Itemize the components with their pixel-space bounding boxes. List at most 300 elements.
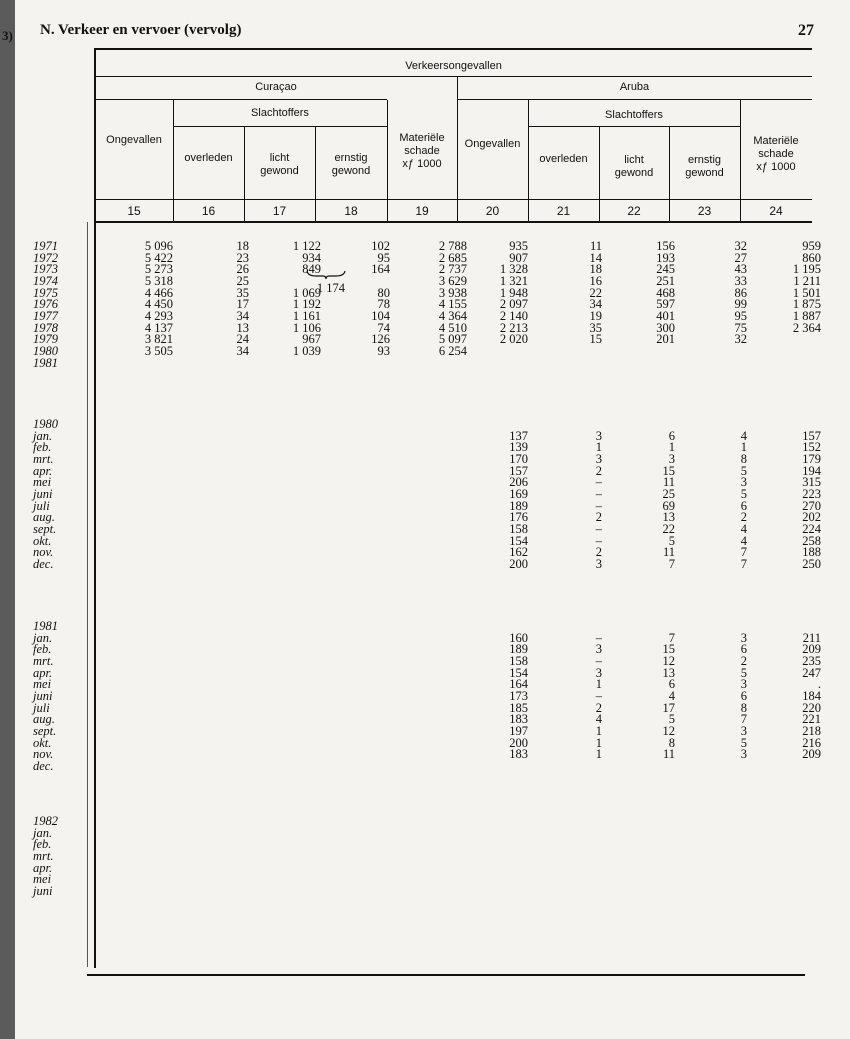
cell-schade-aruba: 860 bbox=[802, 250, 821, 265]
row-label: jan. bbox=[33, 825, 53, 840]
cell-ongevallen-aruba: 2 097 bbox=[499, 297, 528, 312]
cell-overleden-aruba: 19 bbox=[589, 308, 602, 323]
section-year-label: 1980 bbox=[33, 417, 58, 431]
page-number: 27 bbox=[798, 22, 814, 39]
header-aruba: Aruba bbox=[619, 81, 650, 93]
cell-overleden-aruba: 2 bbox=[595, 510, 602, 525]
cell-ernstig-gewond-aruba: 43 bbox=[734, 262, 747, 277]
row-label: 1980 bbox=[33, 343, 58, 358]
label-ernstig: ernstig bbox=[334, 152, 368, 164]
cell-schade-aruba: 2 364 bbox=[792, 320, 821, 335]
cell-ongevallen-curacao: 5 273 bbox=[144, 262, 173, 277]
row-label: nov. bbox=[33, 747, 54, 762]
row-label: okt. bbox=[33, 735, 52, 750]
row-label: mei bbox=[33, 872, 52, 887]
cell-licht-gewond-aruba: 11 bbox=[662, 545, 675, 560]
label-ernstig: ernstig bbox=[687, 154, 722, 166]
cell-ongevallen-aruba: 935 bbox=[509, 239, 528, 253]
cell-schade-aruba: 959 bbox=[802, 239, 821, 253]
cell-licht-gewond-curacao: 934 bbox=[302, 250, 321, 265]
cell-ongevallen-aruba: 137 bbox=[509, 428, 528, 443]
cell-schade-aruba: 258 bbox=[802, 533, 821, 548]
row-label: feb. bbox=[33, 837, 52, 852]
row-label: juni bbox=[33, 883, 53, 898]
cell-overleden-curacao: 35 bbox=[236, 285, 249, 300]
cell-schade-aruba: 157 bbox=[802, 428, 821, 443]
header-materiele-schade-curacao bbox=[387, 132, 457, 171]
header-slachtoffers-aruba: Slachtoffers bbox=[605, 109, 663, 121]
cell-schade-curacao: 2 737 bbox=[438, 262, 467, 277]
label-schade: schade bbox=[404, 145, 440, 157]
col-number-15: 15 bbox=[127, 204, 141, 218]
header-licht-gewond-aruba bbox=[599, 154, 669, 180]
cell-ongevallen-aruba: 158 bbox=[509, 521, 528, 536]
cell-ongevallen-aruba: 164 bbox=[509, 677, 528, 692]
cell-schade-aruba: 235 bbox=[802, 653, 821, 668]
hline-1 bbox=[95, 76, 812, 77]
cell-overleden-curacao: 18 bbox=[236, 239, 249, 253]
cell-licht-gewond-aruba: 5 bbox=[668, 712, 675, 727]
cell-licht-gewond-aruba: 11 bbox=[662, 747, 675, 762]
col-number-24: 24 bbox=[769, 204, 783, 218]
row-label: nov. bbox=[33, 545, 54, 560]
cell-licht-gewond-aruba: 4 bbox=[668, 688, 675, 703]
cell-licht-gewond-aruba: 6 bbox=[668, 428, 675, 443]
cell-ongevallen-aruba: 157 bbox=[509, 463, 528, 478]
cell-ongevallen-aruba: 170 bbox=[509, 451, 528, 466]
col-number-16: 16 bbox=[201, 204, 216, 218]
row-label: sept. bbox=[33, 723, 57, 738]
cell-ernstig-gewond-aruba: 7 bbox=[740, 545, 747, 560]
cell-licht-gewond-aruba: 1 bbox=[668, 440, 675, 455]
row-label: aug. bbox=[33, 712, 55, 727]
cell-schade-aruba: 221 bbox=[802, 712, 821, 727]
cell-ernstig-gewond-aruba: 5 bbox=[740, 486, 747, 501]
cell-ernstig-gewond-aruba: 95 bbox=[734, 308, 747, 323]
row-label: sept. bbox=[33, 521, 57, 536]
label-gewond: gewond bbox=[260, 165, 299, 177]
row-label: okt. bbox=[33, 533, 52, 548]
cell-schade-aruba: 202 bbox=[802, 510, 821, 525]
header-bottom-rule bbox=[94, 221, 812, 223]
cell-ongevallen-curacao: 5 318 bbox=[144, 273, 173, 288]
header-ongevallen-aruba: Ongevallen bbox=[464, 138, 521, 150]
cell-schade-aruba: 1 887 bbox=[792, 308, 821, 323]
brace-value: 1 174 bbox=[316, 281, 345, 295]
col-number-19: 19 bbox=[415, 204, 429, 218]
cell-licht-gewond-aruba: 13 bbox=[662, 510, 675, 525]
header-verkeersongevallen: Verkeersongevallen bbox=[405, 60, 502, 72]
row-label: dec. bbox=[33, 758, 54, 773]
row-label: 1975 bbox=[33, 285, 58, 300]
cell-licht-gewond-curacao: 1 106 bbox=[292, 320, 321, 335]
cell-schade-curacao: 4 510 bbox=[438, 320, 467, 335]
row-label: 1977 bbox=[33, 308, 58, 323]
cell-overleden-aruba: – bbox=[595, 498, 602, 513]
cell-overleden-aruba: 18 bbox=[589, 262, 602, 277]
cell-schade-aruba: 152 bbox=[802, 440, 821, 455]
cell-overleden-aruba: 22 bbox=[589, 285, 602, 300]
header-materiele-schade-aruba bbox=[740, 135, 812, 174]
cell-licht-gewond-aruba: 7 bbox=[668, 556, 675, 571]
cell-licht-gewond-aruba: 12 bbox=[662, 653, 675, 668]
cell-ernstig-gewond-aruba: 6 bbox=[740, 688, 747, 703]
cell-licht-gewond-aruba: 15 bbox=[662, 463, 675, 478]
row-label: juli bbox=[33, 700, 50, 715]
row-label: dec. bbox=[33, 556, 54, 571]
cell-overleden-aruba: 11 bbox=[589, 239, 602, 253]
cell-overleden-aruba: 3 bbox=[595, 556, 602, 571]
cell-ernstig-gewond-aruba: 5 bbox=[740, 463, 747, 478]
cell-ernstig-gewond-aruba: 3 bbox=[740, 723, 747, 738]
cell-ernstig-gewond-aruba: 32 bbox=[734, 239, 747, 253]
cell-overleden-curacao: 17 bbox=[236, 297, 249, 312]
cell-ernstig-gewond-aruba: 33 bbox=[734, 273, 747, 288]
label-gewond: gewond bbox=[331, 165, 371, 177]
cell-ongevallen-aruba: 206 bbox=[509, 475, 528, 490]
cell-ernstig-gewond-aruba: 6 bbox=[740, 642, 747, 657]
cell-schade-aruba: 223 bbox=[802, 486, 821, 501]
cell-overleden-aruba: 2 bbox=[595, 700, 602, 715]
cell-licht-gewond-aruba: 468 bbox=[656, 285, 675, 300]
row-label: feb. bbox=[33, 642, 52, 657]
cell-licht-gewond-aruba: 8 bbox=[668, 735, 675, 750]
cell-ernstig-gewond-aruba: 2 bbox=[740, 510, 747, 525]
cell-ernstig-gewond-aruba: 5 bbox=[740, 735, 747, 750]
cell-schade-aruba: 220 bbox=[802, 700, 821, 715]
cell-schade-aruba: 194 bbox=[802, 463, 821, 478]
label-licht: licht bbox=[624, 154, 644, 166]
cell-overleden-aruba: – bbox=[595, 688, 602, 703]
cell-schade-aruba: 247 bbox=[802, 665, 821, 680]
cell-overleden-aruba: 1 bbox=[595, 723, 602, 738]
cell-schade-aruba: 188 bbox=[802, 545, 821, 560]
row-label: apr. bbox=[33, 463, 53, 478]
cell-schade-curacao: 4 364 bbox=[438, 308, 467, 323]
cell-schade-aruba: 211 bbox=[802, 630, 821, 645]
cell-ongevallen-aruba: 162 bbox=[509, 545, 528, 560]
cell-ernstig-gewond-aruba: 6 bbox=[740, 498, 747, 513]
cell-ernstig-gewond-aruba: 86 bbox=[734, 285, 747, 300]
cell-ernstig-gewond-aruba: 75 bbox=[734, 320, 747, 335]
cell-schade-aruba: 315 bbox=[802, 475, 821, 490]
cell-ongevallen-aruba: 200 bbox=[509, 556, 528, 571]
row-label: apr. bbox=[33, 665, 53, 680]
cell-overleden-aruba: – bbox=[595, 533, 602, 548]
row-label: 1978 bbox=[33, 320, 58, 335]
cell-ernstig-gewond-aruba: 27 bbox=[734, 250, 747, 265]
document-page bbox=[2, 0, 850, 1039]
cell-overleden-aruba: – bbox=[595, 475, 602, 490]
header-overleden-aruba: overleden bbox=[539, 153, 588, 165]
cell-overleden-aruba: 3 bbox=[595, 642, 602, 657]
cell-schade-aruba: 1 195 bbox=[792, 262, 821, 277]
cell-ernstig-gewond-aruba: 3 bbox=[740, 747, 747, 762]
cell-schade-aruba: 250 bbox=[802, 556, 821, 571]
cell-ongevallen-aruba: 176 bbox=[509, 510, 528, 525]
cell-ongevallen-aruba: 154 bbox=[509, 665, 528, 680]
cell-schade-curacao: 6 254 bbox=[438, 343, 467, 358]
cell-schade-aruba: 209 bbox=[802, 747, 821, 762]
row-label: apr. bbox=[33, 860, 53, 875]
cell-licht-gewond-aruba: 17 bbox=[662, 700, 675, 715]
page-title: N. Verkeer en vervoer (vervolg) bbox=[40, 22, 242, 38]
cell-licht-gewond-aruba: 22 bbox=[662, 521, 675, 536]
cell-ongevallen-aruba: 2 140 bbox=[499, 308, 528, 323]
cell-schade-aruba: 270 bbox=[802, 498, 821, 513]
row-label: aug. bbox=[33, 510, 55, 525]
cell-ongevallen-aruba: 2 213 bbox=[499, 320, 528, 335]
cell-ernstig-gewond-aruba: 32 bbox=[734, 332, 747, 347]
cell-overleden-curacao: 26 bbox=[236, 262, 249, 277]
row-label: 1979 bbox=[33, 332, 58, 347]
cell-ernstig-gewond-aruba: 4 bbox=[740, 533, 747, 548]
label-gewond: gewond bbox=[685, 167, 724, 179]
label-materiele: Materiële bbox=[753, 135, 799, 147]
cell-schade-aruba: 1 211 bbox=[793, 273, 821, 288]
cell-licht-gewond-curacao: 1 039 bbox=[292, 343, 321, 358]
cell-ongevallen-aruba: 139 bbox=[509, 440, 528, 455]
label-licht: licht bbox=[269, 152, 290, 164]
cell-ongevallen-curacao: 4 450 bbox=[144, 297, 173, 312]
hline-aruba bbox=[457, 99, 812, 100]
cell-overleden-aruba: 15 bbox=[589, 332, 602, 347]
section-year-label: 1982 bbox=[33, 814, 58, 828]
row-label: mei bbox=[33, 677, 52, 692]
top-rule bbox=[94, 48, 812, 50]
row-label: 1973 bbox=[33, 262, 58, 277]
row-label: jan. bbox=[33, 428, 53, 443]
cell-ernstig-gewond-aruba: 8 bbox=[740, 700, 747, 715]
cell-licht-gewond-aruba: 69 bbox=[662, 498, 675, 513]
cell-overleden-aruba: 3 bbox=[595, 428, 602, 443]
cell-ernstig-gewond-aruba: 5 bbox=[740, 665, 747, 680]
cell-overleden-aruba: 2 bbox=[595, 463, 602, 478]
cell-ernstig-gewond-curacao: 164 bbox=[371, 262, 390, 277]
cell-licht-gewond-curacao: 849 bbox=[302, 262, 321, 277]
cell-overleden-aruba: – bbox=[595, 653, 602, 668]
label-materiele: Materiële bbox=[399, 132, 445, 144]
row-label: juni bbox=[33, 486, 53, 501]
cell-licht-gewond-aruba: 201 bbox=[656, 332, 675, 347]
row-label: feb. bbox=[33, 440, 52, 455]
cell-overleden-aruba: 16 bbox=[589, 273, 602, 288]
cell-overleden-curacao: 13 bbox=[236, 320, 249, 335]
cell-ongevallen-aruba: 200 bbox=[509, 735, 528, 750]
header-curacao: Curaçao bbox=[255, 81, 297, 93]
cell-overleden-aruba: 1 bbox=[595, 677, 602, 692]
cell-schade-aruba: 209 bbox=[802, 642, 821, 657]
cell-overleden-aruba: – bbox=[595, 486, 602, 501]
cell-ernstig-gewond-curacao: 104 bbox=[371, 308, 390, 323]
cell-overleden-aruba: 14 bbox=[589, 250, 602, 265]
cell-overleden-curacao: 34 bbox=[236, 308, 249, 323]
cell-schade-curacao: 2 788 bbox=[438, 239, 467, 253]
cell-schade-curacao: 2 685 bbox=[438, 250, 467, 265]
row-label: juni bbox=[33, 688, 53, 703]
hline-slacht-a bbox=[528, 126, 740, 127]
cell-overleden-aruba: 1 bbox=[595, 440, 602, 455]
col-number-21: 21 bbox=[556, 204, 571, 218]
cell-licht-gewond-curacao: 1 122 bbox=[292, 239, 321, 253]
cell-overleden-aruba: – bbox=[595, 521, 602, 536]
cell-licht-gewond-aruba: 5 bbox=[668, 533, 675, 548]
label-gewond: gewond bbox=[614, 167, 654, 179]
cell-schade-aruba: 1 501 bbox=[792, 285, 821, 300]
cell-schade-aruba: 184 bbox=[802, 688, 821, 703]
cell-overleden-aruba: 2 bbox=[595, 545, 602, 560]
col-number-18: 18 bbox=[344, 204, 358, 218]
cell-overleden-curacao: 34 bbox=[236, 343, 249, 358]
cell-schade-aruba: 179 bbox=[802, 451, 821, 466]
cell-schade-curacao: 4 155 bbox=[438, 297, 467, 312]
cell-licht-gewond-aruba: 3 bbox=[668, 451, 675, 466]
cell-ongevallen-aruba: 2 020 bbox=[499, 332, 528, 347]
cell-ongevallen-aruba: 1 948 bbox=[499, 285, 528, 300]
row-label: juli bbox=[33, 498, 50, 513]
cell-ernstig-gewond-curacao: 78 bbox=[377, 297, 390, 312]
bottom-rule bbox=[87, 974, 805, 976]
cell-ongevallen-aruba: 907 bbox=[509, 250, 528, 265]
cell-ongevallen-curacao: 4 293 bbox=[144, 308, 173, 323]
row-label: 1972 bbox=[33, 250, 58, 265]
cell-licht-gewond-aruba: 7 bbox=[668, 630, 675, 645]
col-number-23: 23 bbox=[697, 204, 712, 218]
cell-overleden-aruba: 35 bbox=[589, 320, 602, 335]
cell-overleden-aruba: 1 bbox=[595, 747, 602, 762]
row-label: 1974 bbox=[33, 273, 58, 288]
cell-ongevallen-aruba: 173 bbox=[509, 688, 528, 703]
cell-ongevallen-curacao: 3 821 bbox=[144, 332, 173, 347]
col-number-17: 17 bbox=[272, 204, 287, 218]
hline-slacht-c bbox=[173, 126, 387, 127]
cell-licht-gewond-curacao: 967 bbox=[302, 332, 321, 347]
cell-overleden-aruba: 3 bbox=[595, 665, 602, 680]
row-label: 1971 bbox=[33, 239, 58, 253]
cell-licht-gewond-curacao: 1 192 bbox=[292, 297, 321, 312]
row-label: jan. bbox=[33, 630, 53, 645]
cell-overleden-aruba: 1 bbox=[595, 735, 602, 750]
cell-ernstig-gewond-aruba: 3 bbox=[740, 677, 747, 692]
cell-ernstig-gewond-aruba: 7 bbox=[740, 556, 747, 571]
cell-ernstig-gewond-aruba: 2 bbox=[740, 653, 747, 668]
cell-overleden-curacao: 24 bbox=[236, 332, 249, 347]
cell-overleden-aruba: 4 bbox=[595, 712, 602, 727]
header-slachtoffers-curacao: Slachtoffers bbox=[251, 107, 309, 119]
row-label: mrt. bbox=[33, 451, 54, 466]
cell-ongevallen-aruba: 183 bbox=[509, 747, 528, 762]
cell-ongevallen-aruba: 183 bbox=[509, 712, 528, 727]
row-label: mrt. bbox=[33, 848, 54, 863]
cell-overleden-aruba: 3 bbox=[595, 451, 602, 466]
header-ernstig-gewond-curacao bbox=[315, 152, 387, 178]
col-number-22: 22 bbox=[627, 204, 641, 218]
cell-licht-gewond-aruba: 300 bbox=[656, 320, 675, 335]
cell-licht-gewond-aruba: 13 bbox=[662, 665, 675, 680]
cell-ongevallen-aruba: 185 bbox=[509, 700, 528, 715]
cell-ongevallen-aruba: 189 bbox=[509, 642, 528, 657]
cell-ernstig-gewond-curacao: 74 bbox=[377, 320, 390, 335]
cell-ernstig-gewond-aruba: 99 bbox=[734, 297, 747, 312]
label-schade: schade bbox=[758, 148, 794, 160]
label-x-1000: xƒ 1000 bbox=[756, 161, 796, 173]
cell-licht-gewond-aruba: 597 bbox=[656, 297, 675, 312]
cell-ernstig-gewond-aruba: 4 bbox=[740, 428, 747, 443]
cell-ongevallen-aruba: 189 bbox=[509, 498, 528, 513]
cell-licht-gewond-aruba: 401 bbox=[656, 308, 675, 323]
cell-ernstig-gewond-curacao: 93 bbox=[377, 343, 390, 358]
cell-ernstig-gewond-curacao: 80 bbox=[377, 285, 390, 300]
cell-ongevallen-curacao: 5 422 bbox=[144, 250, 173, 265]
cell-licht-gewond-aruba: 6 bbox=[668, 677, 675, 692]
cell-schade-aruba: 216 bbox=[802, 735, 821, 750]
cell-licht-gewond-aruba: 193 bbox=[656, 250, 675, 265]
cell-licht-gewond-curacao: 1 069 bbox=[292, 285, 321, 300]
cell-licht-gewond-aruba: 12 bbox=[662, 723, 675, 738]
cell-ernstig-gewond-curacao: 126 bbox=[371, 332, 390, 347]
cell-overleden-curacao: 23 bbox=[236, 250, 249, 265]
cell-licht-gewond-curacao: 1 161 bbox=[292, 308, 321, 323]
section-year-label: 1981 bbox=[33, 619, 58, 633]
cell-overleden-aruba: 34 bbox=[589, 297, 602, 312]
cell-ernstig-gewond-curacao: 95 bbox=[377, 250, 390, 265]
header-ongevallen-curacao: Ongevallen bbox=[106, 134, 162, 146]
hline-curacao bbox=[95, 99, 387, 100]
cell-ongevallen-aruba: 1 328 bbox=[499, 262, 528, 277]
header-ernstig-gewond-aruba bbox=[669, 154, 740, 180]
cell-licht-gewond-aruba: 245 bbox=[656, 262, 675, 277]
cell-schade-curacao: 3 629 bbox=[438, 273, 467, 288]
page-margin-mark: 3) bbox=[2, 28, 13, 43]
row-label: 1976 bbox=[33, 297, 58, 312]
row-label: 1981 bbox=[33, 355, 58, 370]
cell-ernstig-gewond-aruba: 1 bbox=[740, 440, 747, 455]
cell-overleden-curacao: 25 bbox=[236, 273, 249, 288]
cell-schade-aruba: . bbox=[817, 677, 821, 692]
cell-ongevallen-curacao: 5 096 bbox=[144, 239, 173, 253]
cell-ernstig-gewond-aruba: 4 bbox=[740, 521, 747, 536]
cell-schade-aruba: 224 bbox=[802, 521, 821, 536]
cell-ernstig-gewond-aruba: 3 bbox=[740, 630, 747, 645]
cell-ongevallen-aruba: 160 bbox=[509, 630, 528, 645]
cell-ongevallen-aruba: 197 bbox=[509, 723, 528, 738]
cell-licht-gewond-aruba: 251 bbox=[656, 273, 675, 288]
hline-colnums bbox=[95, 199, 812, 200]
cell-ernstig-gewond-aruba: 8 bbox=[740, 451, 747, 466]
cell-overleden-aruba: – bbox=[595, 630, 602, 645]
cell-ongevallen-aruba: 158 bbox=[509, 653, 528, 668]
cell-ernstig-gewond-curacao: 102 bbox=[371, 239, 390, 253]
label-x-1000: xƒ 1000 bbox=[402, 158, 442, 170]
col-number-20: 20 bbox=[485, 204, 500, 218]
cell-ongevallen-curacao: 4 137 bbox=[144, 320, 173, 335]
cell-schade-curacao: 3 938 bbox=[438, 285, 467, 300]
cell-licht-gewond-aruba: 15 bbox=[662, 642, 675, 657]
cell-licht-gewond-aruba: 156 bbox=[656, 239, 675, 253]
cell-licht-gewond-aruba: 25 bbox=[662, 486, 675, 501]
cell-ongevallen-aruba: 154 bbox=[509, 533, 528, 548]
cell-schade-aruba: 1 875 bbox=[792, 297, 821, 312]
cell-ongevallen-aruba: 1 321 bbox=[499, 273, 528, 288]
cell-licht-gewond-aruba: 11 bbox=[662, 475, 675, 490]
cell-ongevallen-aruba: 169 bbox=[509, 486, 528, 501]
cell-ongevallen-curacao: 4 466 bbox=[144, 285, 173, 300]
header-licht-gewond-curacao bbox=[244, 152, 315, 178]
cell-ernstig-gewond-aruba: 3 bbox=[740, 475, 747, 490]
cell-schade-aruba: 218 bbox=[802, 723, 821, 738]
row-label: mei bbox=[33, 475, 52, 490]
cell-ernstig-gewond-aruba: 7 bbox=[740, 712, 747, 727]
